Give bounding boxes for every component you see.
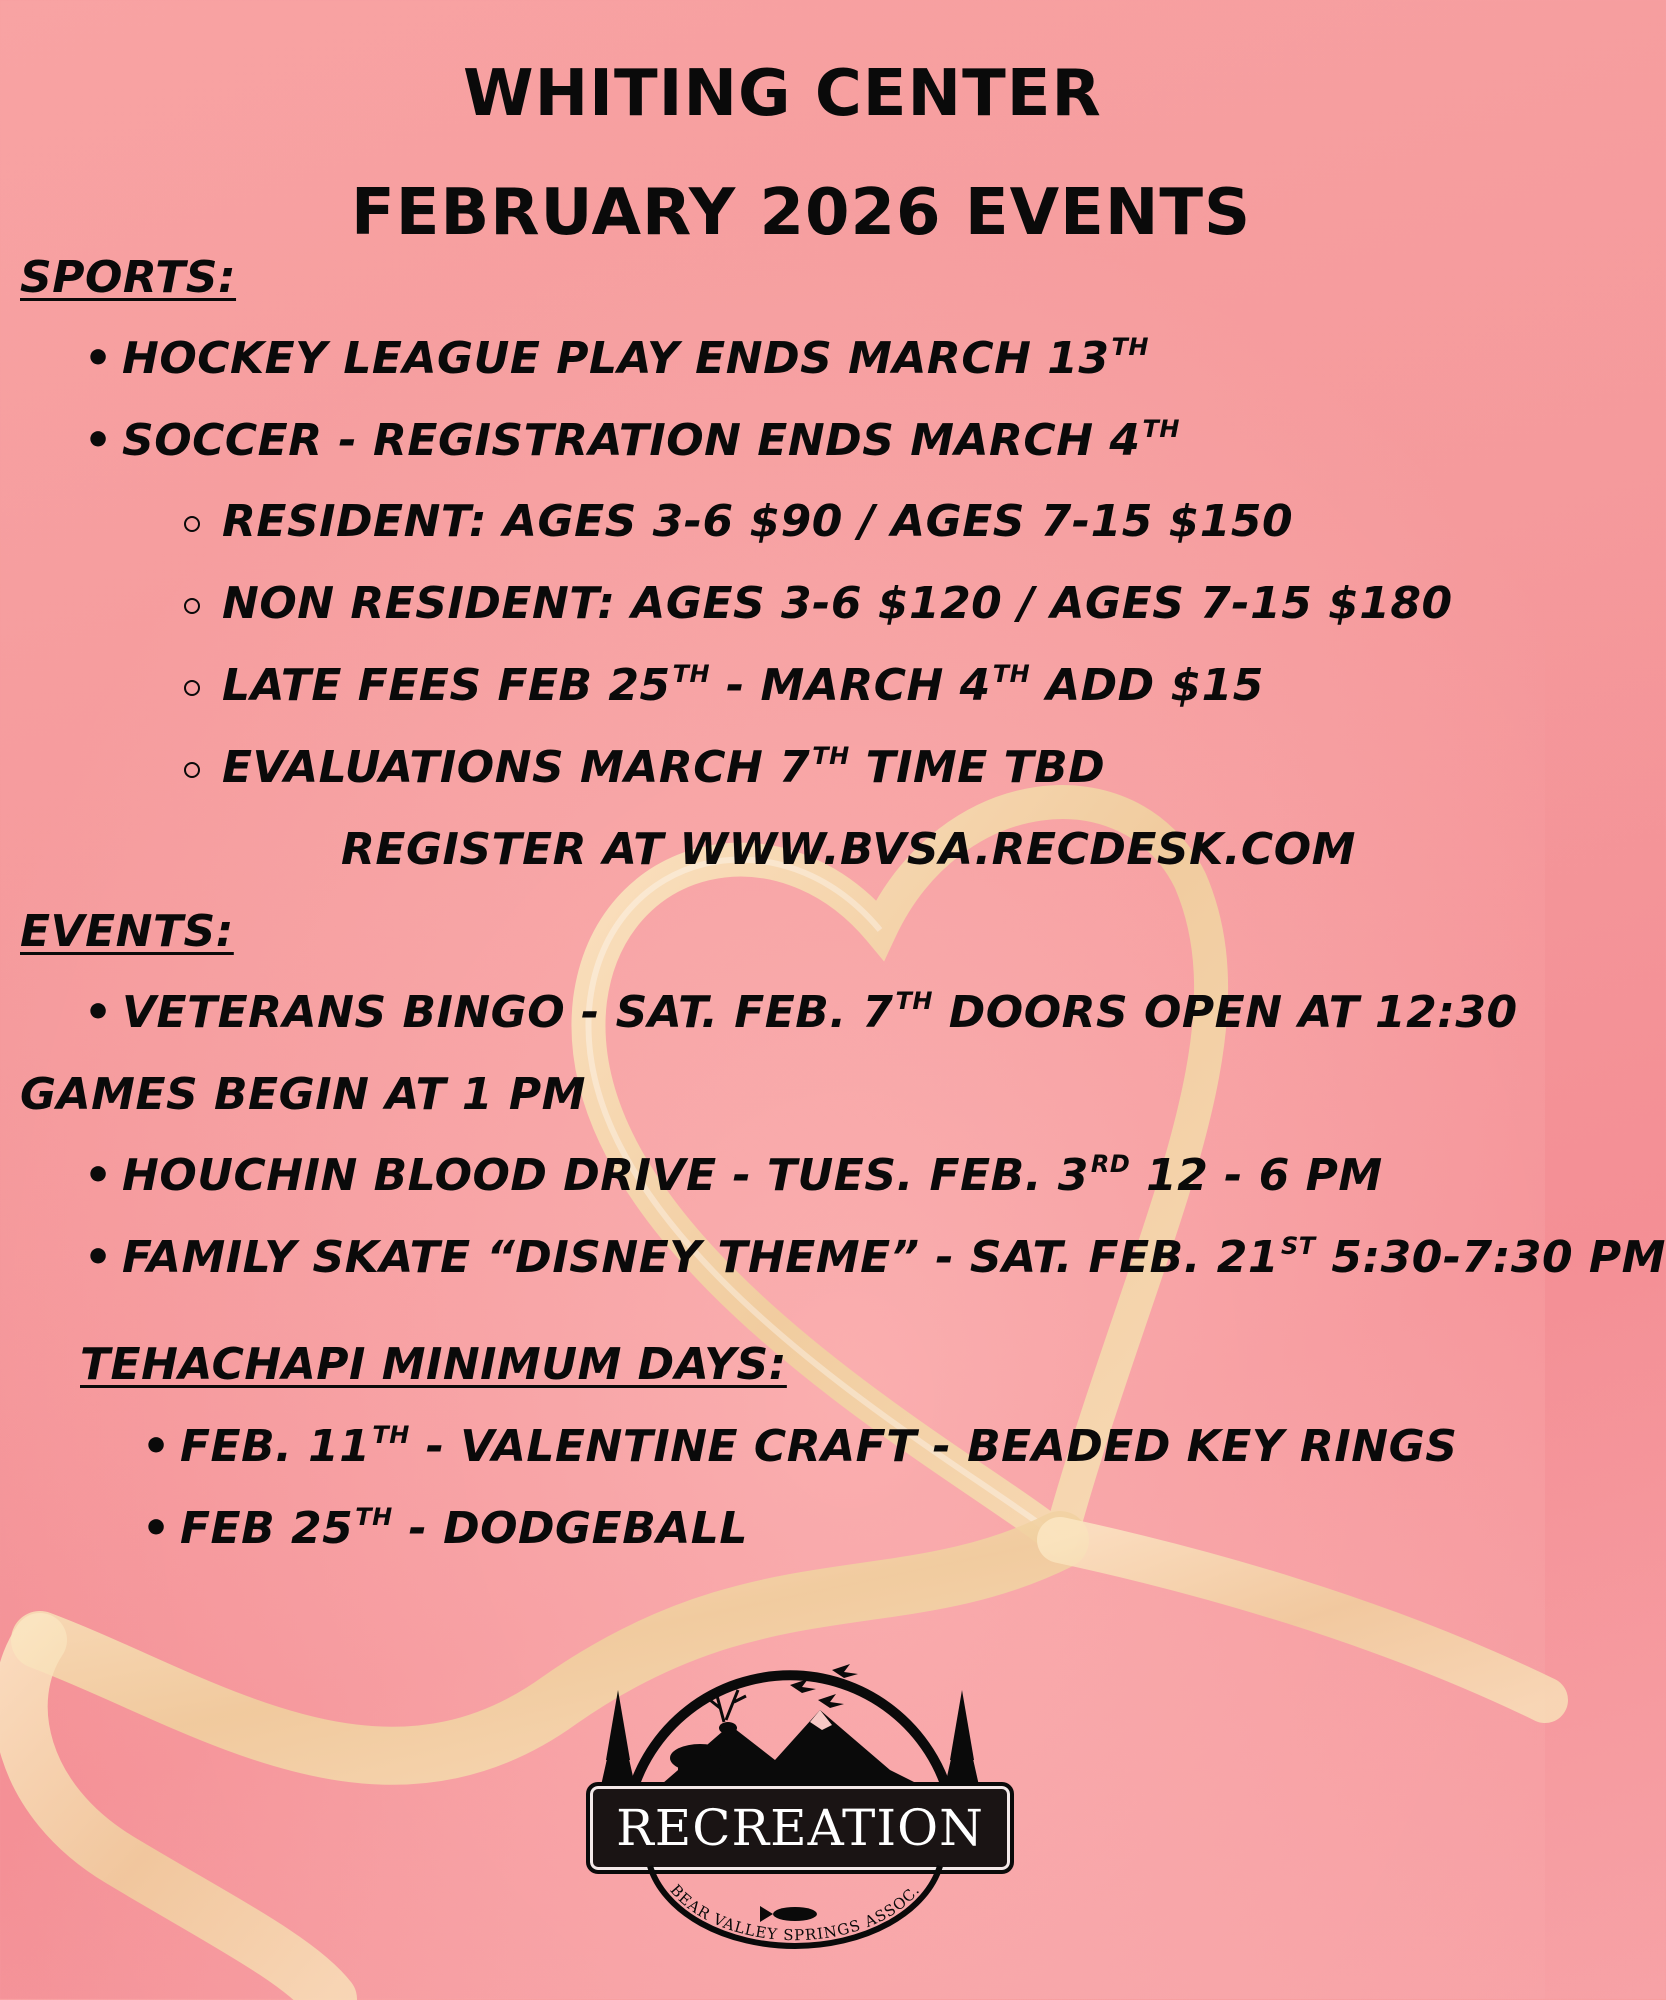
register-link-text: REGISTER AT WWW.BVSA.RECDESK.COM bbox=[341, 824, 1356, 875]
bingo-continuation: GAMES BEGIN AT 1 PM bbox=[20, 1069, 586, 1120]
list-item-blood-drive: • HOUCHIN BLOOD DRIVE - TUES. FEB. 3RD 12 - 6 PM bbox=[122, 1154, 1383, 1198]
list-item-dodgeball: • FEB 25TH - DODGEBALL bbox=[180, 1507, 748, 1551]
list-item-soccer: • SOCCER - REGISTRATION ENDS MARCH 4TH bbox=[122, 419, 1180, 463]
title-line-1: WHITING CENTER bbox=[463, 57, 1102, 131]
logo-arc-label: BEAR VALLEY SPRINGS ASSOC. bbox=[666, 1881, 924, 1945]
minimum-days-heading: TEHACHAPI MINIMUM DAYS: bbox=[80, 1339, 787, 1390]
sports-heading: SPORTS: bbox=[20, 252, 237, 303]
recreation-logo bbox=[560, 1630, 1020, 2000]
sub-item-late-fees: LATE FEES FEB 25TH - MARCH 4TH ADD $15 bbox=[222, 660, 1264, 711]
sub-item-evaluations: EVALUATIONS MARCH 7TH TIME TBD bbox=[222, 742, 1106, 793]
sub-item-resident: RESIDENT: AGES 3-6 $90 / AGES 7-15 $150 bbox=[222, 496, 1294, 547]
list-item-hockey: • HOCKEY LEAGUE PLAY ENDS MARCH 13TH bbox=[122, 337, 1149, 381]
fish-icon bbox=[760, 1906, 817, 1922]
logo-banner-text: RECREATION bbox=[616, 1799, 984, 1857]
list-item-veterans-bingo: • VETERANS BINGO - SAT. FEB. 7TH DOORS OPEN AT 12:30 bbox=[122, 991, 1518, 1035]
list-item-valentine-craft: • FEB. 11TH - VALENTINE CRAFT - BEADED KEY RINGS bbox=[180, 1425, 1457, 1469]
sub-item-non-resident: NON RESIDENT: AGES 3-6 $120 / AGES 7-15 $180 bbox=[222, 578, 1453, 629]
events-heading: EVENTS: bbox=[20, 906, 234, 957]
list-item-family-skate: • FAMILY SKATE “DISNEY THEME” - SAT. FEB. 21ST 5:30-7:30 PM bbox=[122, 1236, 1666, 1280]
logo-arc-text bbox=[640, 1854, 950, 1974]
title-line-2: FEBRUARY 2026 EVENTS bbox=[351, 176, 1252, 250]
